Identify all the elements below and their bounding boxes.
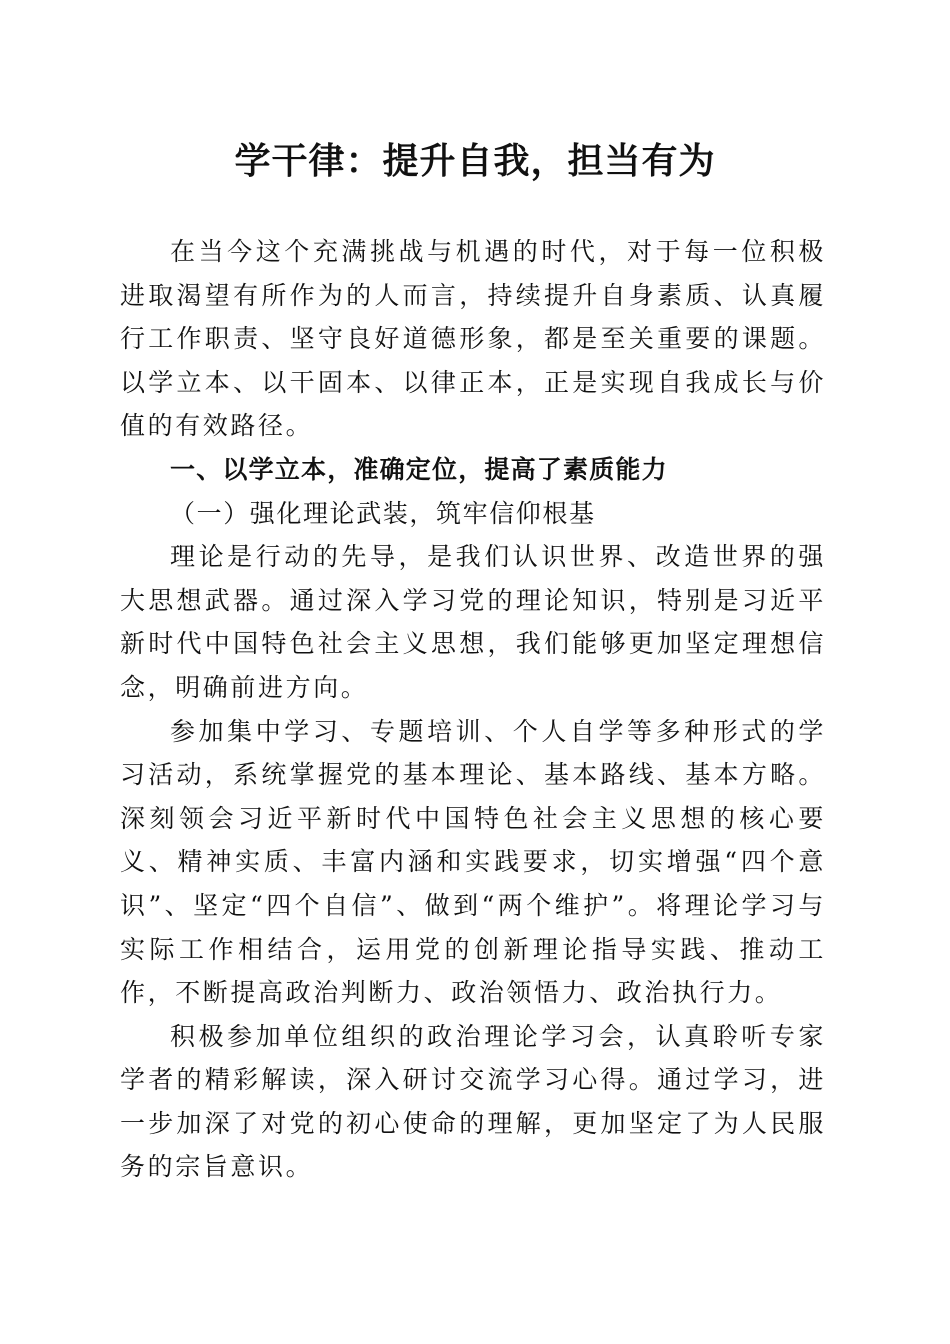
document-body [120,230,826,1189]
document-title: 学干律：提升自我，担当有为 [234,140,716,182]
subsection-heading: （一）强化理论武装，筑牢信仰根基 [170,498,596,528]
body-paragraph: 参加集中学习、专题培训、个人自学等多种形式的学习活动，系统掌握党的基本理论、基本路线、基本方略。深刻领会习近平新时代中国特色社会主义思想的核心要义、精神实质、丰富内涵和实践要求，切实增强“四个意识”、坚定“四个自信”、做到“两个维护”。将理论学习与实际工作相结合，运用党的创新理论指导实践、推动工作，不断提高政治判断力、政治领悟力、政治执行力。 [120,716,826,1008]
intro-paragraph: 在当今这个充满挑战与机遇的时代，对于每一位积极进取渴望有所作为的人而言，持续提升自身素质、认真履行工作职责、坚守良好道德形象，都是至关重要的课题。以学立本、以干固本、以律正本，正是实现自我成长与价值的有效路径。 [120,237,826,441]
body-paragraph: 积极参加单位组织的政治理论学习会，认真聆听专家学者的精彩解读，深入研讨交流学习心得。通过学习，进一步加深了对党的初心使命的理解，更加坚定了为人民服务的宗旨意识。 [120,1021,826,1182]
body-paragraph: 理论是行动的先导，是我们认识世界、改造世界的强大思想武器。通过深入学习党的理论知识，特别是习近平新时代中国特色社会主义思想，我们能够更加坚定理想信念，明确前进方向。 [120,542,826,702]
section-heading: 一、以学立本，准确定位，提高了素质能力 [170,454,668,484]
